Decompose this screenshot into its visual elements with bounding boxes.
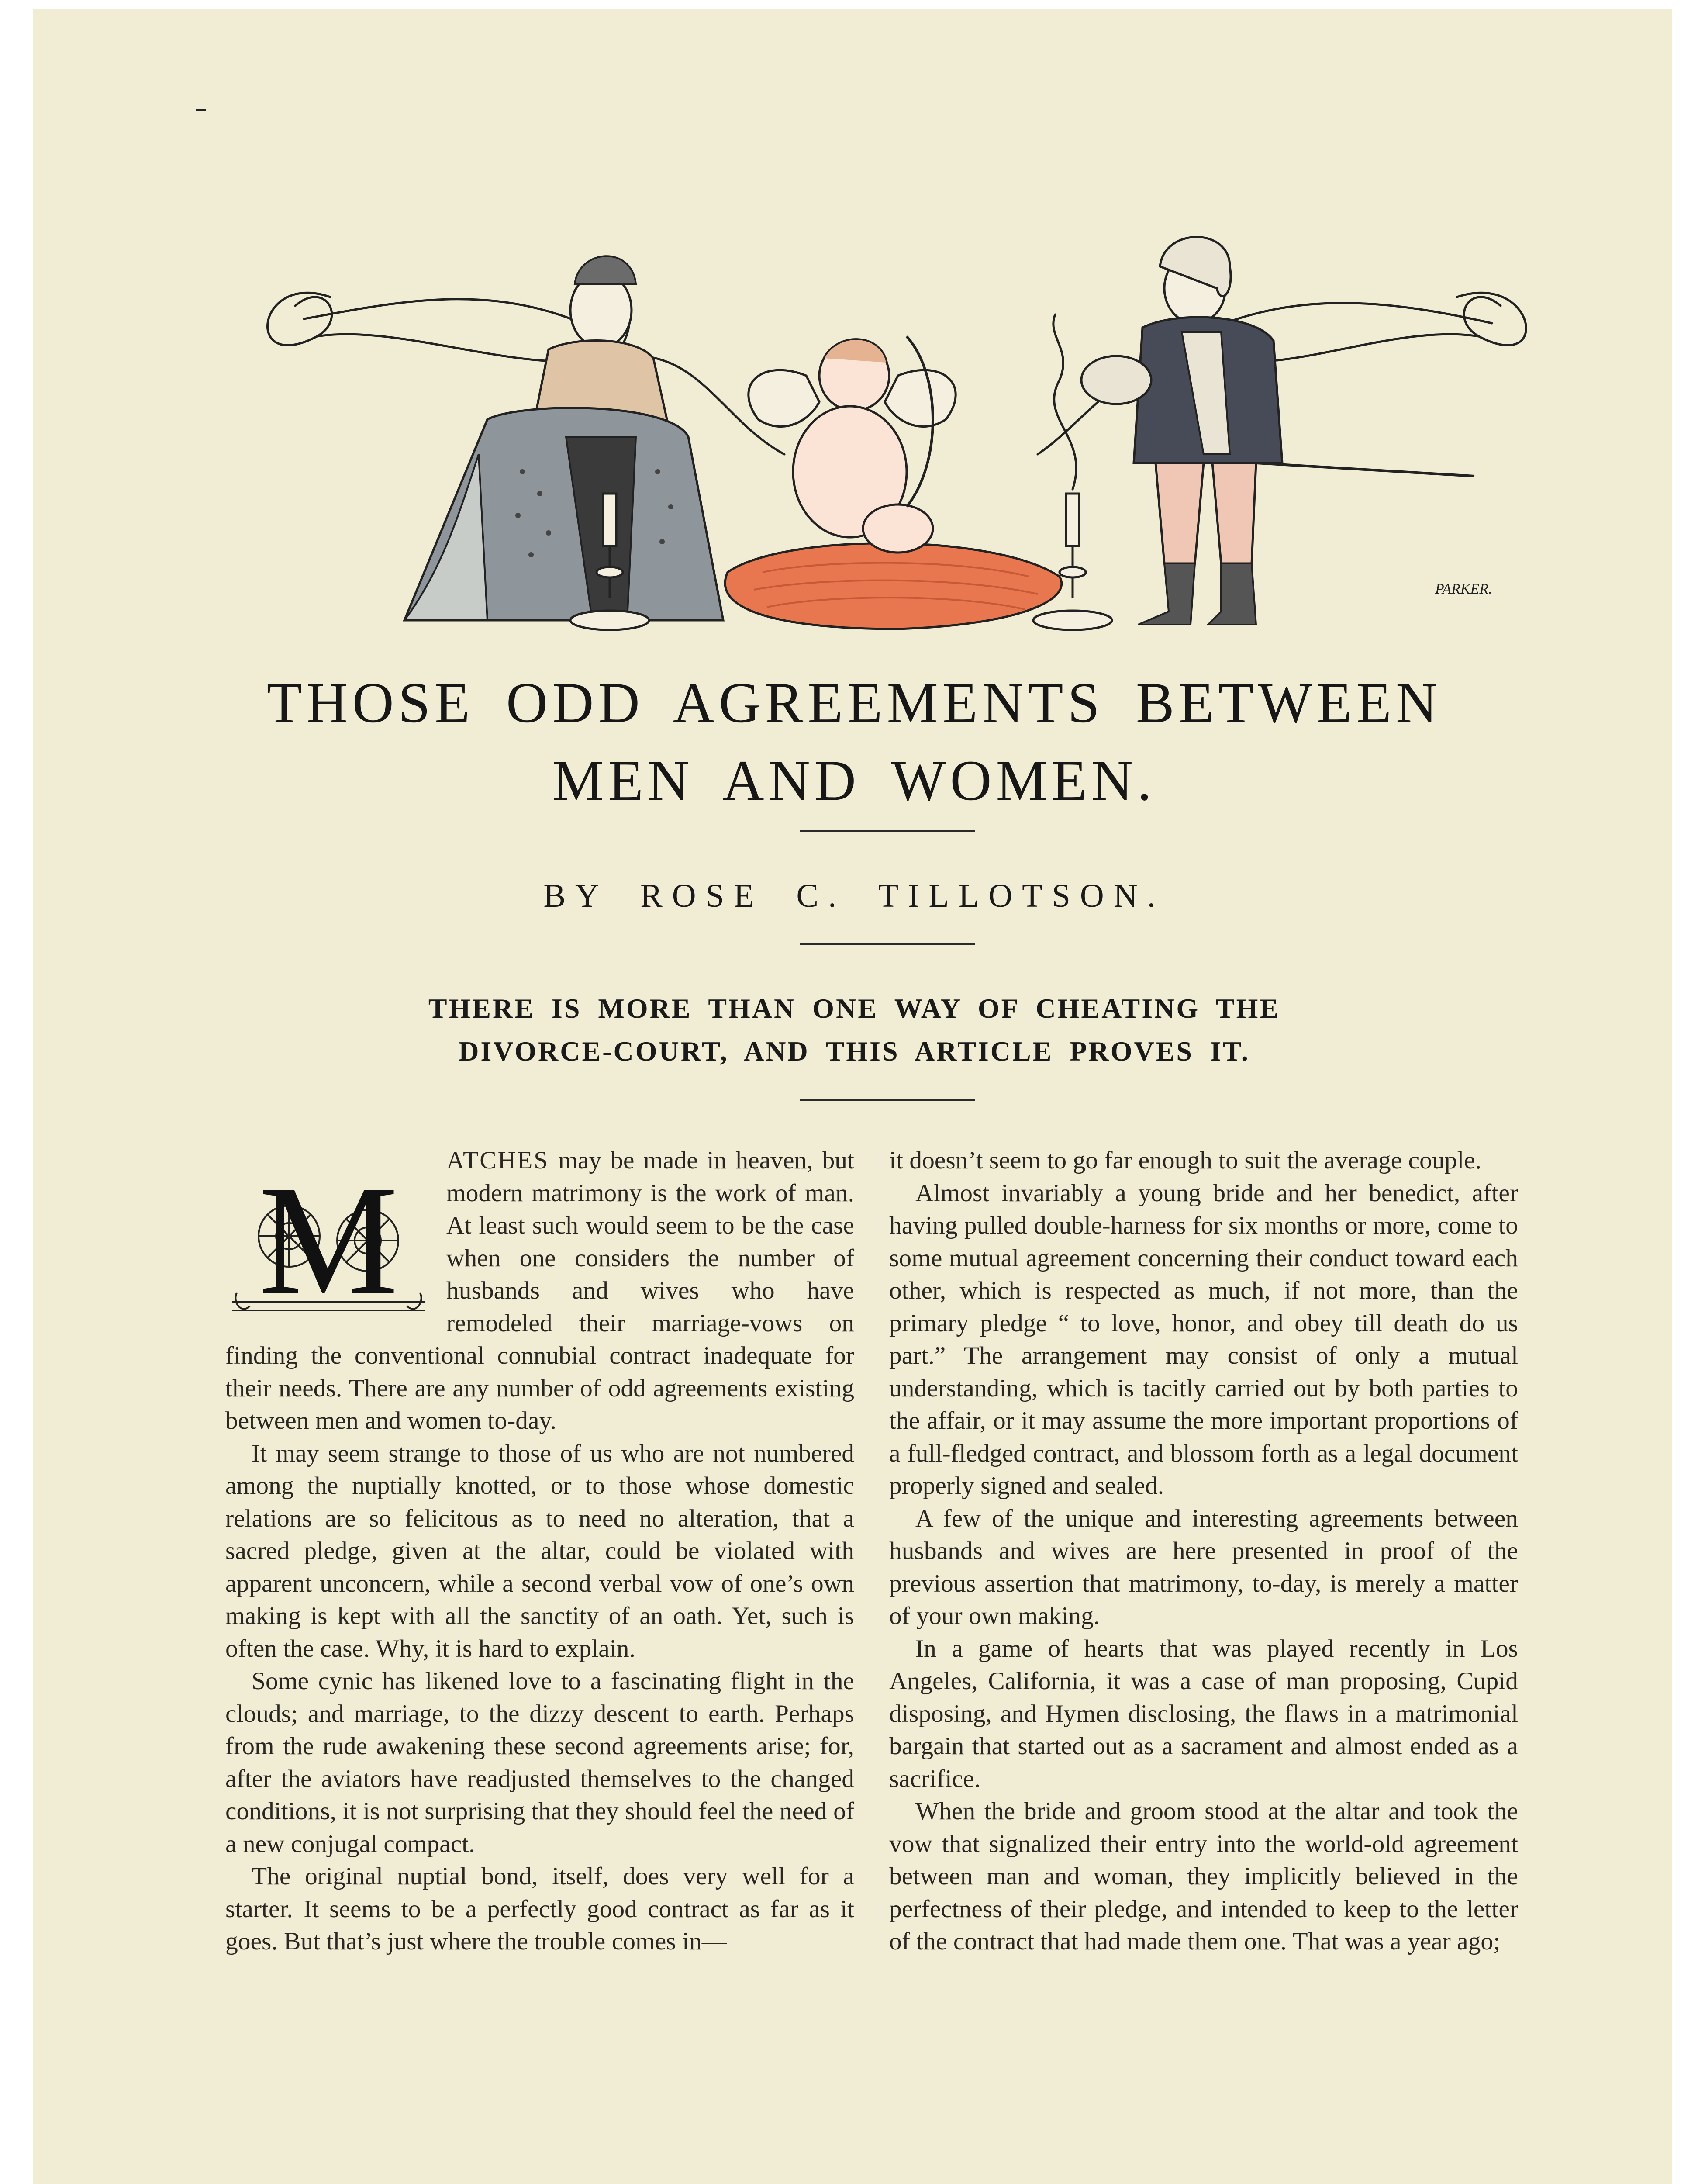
paragraph: The original nuptial bond, itself, does very well for a starter. It seems to be a perfectly good contract as far as it goes. But that’s just where the trouble comes in— (225, 1863, 854, 1955)
paragraph: Some cynic has likened love to a fascinating flight in the clouds; and marriage, to the dizzy descent to earth. Perhaps from the rude awakening these second agreements arise; for, after the aviators have readjusted themselves to the changed conditions, it is not surprising that they should feel the need of a new conjugal compact. (225, 1667, 854, 1858)
divider-rule (800, 830, 975, 832)
paragraph-text: may be made in heaven, but modern matrimony is the work of man. At least such would seem to be the case when one considers the number of husbands and wives who have remodeled their marriage-vows on finding the conventional connubial contract inadequate for their needs. There are any number of odd agreements existing between men and women to-day. (225, 1147, 854, 1434)
byline: BY ROSE C. TILLOTSON. (543, 878, 1165, 914)
gentleman-figure (1081, 237, 1474, 625)
illustrator-signature: PARKER. (1435, 581, 1492, 597)
cupid-on-cushion (725, 336, 1062, 629)
paragraph: It may seem strange to those of us who are not numbered among the nuptially knotted, or to those whose domestic relations are so felicitous as to need no alteration, that a sacred pledge, given at the altar, could be violated with apparent unconcern, while a second verbal vow of one’s own making is kept with all the sanctity of an oath. Yet, such is often the case. Why, it is hard to explain. (225, 1439, 854, 1662)
paragraph: When the bride and groom stood at the altar and took the vow that signalized their entry into the world-old agreement between man and woman, they implicitly believed in the perfectness of their pledge, and intended to keep to the letter of the contract that had made them one. That was a year ago; (889, 1797, 1518, 1955)
divider-rule (800, 1099, 975, 1101)
paragraph: In a game of hearts that was played recently in Los Angeles, California, it was a case of man proposing, Cupid disposing, and Hymen disclosing, the flaws in a matrimonial bargain that started out as a sacrament and almost ended as a sacrifice. (889, 1635, 1518, 1793)
header-illustration (217, 192, 1570, 642)
right-column (889, 1144, 1518, 1958)
svg-text:M: M (258, 1153, 399, 1322)
title-line-2: MEN AND WOMEN. (552, 748, 1156, 812)
lead-word: ATCHES (446, 1147, 549, 1174)
paragraph: it doesn’t seem to go far enough to suit the average couple. (889, 1147, 1482, 1174)
subhead-line-2: DIVORCE-COURT, AND THIS ARTICLE PROVES IT. (459, 1036, 1250, 1067)
article-title (164, 664, 1544, 819)
paragraph: Almost invariably a young bride and her benedict, after having pulled double-harness for six months or more, come to some mutual agreement concerning their conduct toward each other, which is respected as much, if not more, than the primary pledge “ to love, honor, and obey till death do us part.” The arrangement may consist of only a mutual understanding, which is tacitly carried out by both parties to the affair, or it may assume the more important proportions of a full-fledged contract, and blossom forth as a legal document properly signed and sealed. (889, 1179, 1518, 1500)
magazine-page (33, 9, 1672, 2184)
paragraph: A few of the unique and interesting agreements between husbands and wives are here presented in proof of the previous assertion that matrimony, to-day, is merely a matter of your own making. (889, 1504, 1518, 1630)
title-line-1: THOSE ODD AGREEMENTS BETWEEN (266, 670, 1442, 735)
article-subheading (208, 987, 1501, 1073)
print-mark (196, 109, 206, 111)
left-column (225, 1144, 854, 1958)
lady-figure (404, 256, 723, 620)
decorative-dropcap (224, 1149, 433, 1322)
subhead-line-1: THERE IS MORE THAN ONE WAY OF CHEATING THE (428, 993, 1280, 1024)
candlestick-right (1033, 494, 1112, 630)
divider-rule (800, 943, 975, 945)
